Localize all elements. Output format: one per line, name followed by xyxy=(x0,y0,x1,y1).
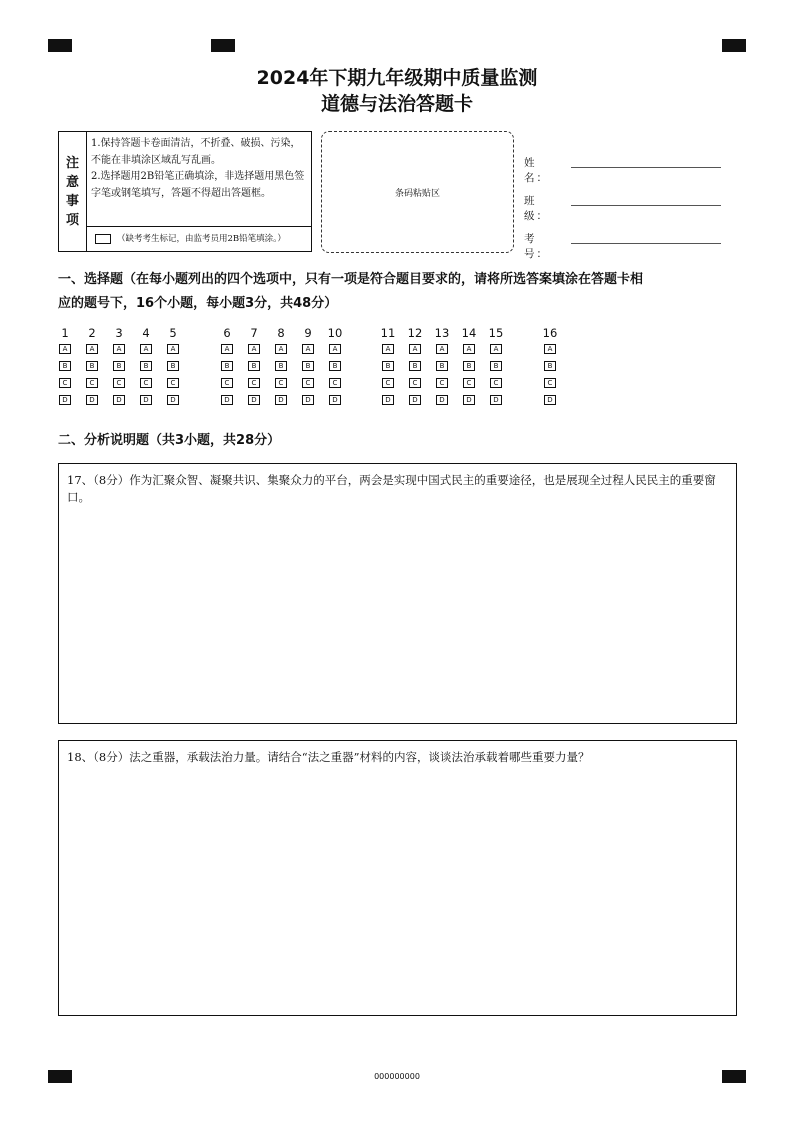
choice-number-3: 3 xyxy=(115,326,123,340)
choice-8-option-c[interactable]: C xyxy=(275,378,287,388)
choice-16-option-c[interactable]: C xyxy=(544,378,556,388)
choice-8-option-d[interactable]: D xyxy=(275,395,287,405)
choice-number-4: 4 xyxy=(142,326,150,340)
choice-16-option-a[interactable]: A xyxy=(544,344,556,354)
choice-11-option-b[interactable]: B xyxy=(382,361,394,371)
choice-13-option-b[interactable]: B xyxy=(436,361,448,371)
choice-number-1: 1 xyxy=(61,326,69,340)
question-18-text: 18、（8分）法之重器，承载法治力量。请结合“法之重器”材料的内容，谈谈法治承载着哪些重要力量？ xyxy=(67,750,590,764)
choice-3-option-d[interactable]: D xyxy=(113,395,125,405)
choice-14-option-d[interactable]: D xyxy=(463,395,475,405)
choice-6-option-b[interactable]: B xyxy=(221,361,233,371)
choice-9-option-c[interactable]: C xyxy=(302,378,314,388)
section2-heading: 二、分析说明题（共3小题，共28分） xyxy=(58,433,281,448)
name-line[interactable] xyxy=(571,167,721,168)
choice-3-option-b[interactable]: B xyxy=(113,361,125,371)
notice-box xyxy=(58,131,312,252)
absent-note: （缺考考生标记，由监考员用2B铅笔填涂。） xyxy=(117,234,286,244)
choice-5-option-a[interactable]: A xyxy=(167,344,179,354)
registration-mark-top-right xyxy=(722,39,746,52)
choice-13-option-a[interactable]: A xyxy=(436,344,448,354)
choice-12-option-b[interactable]: B xyxy=(409,361,421,371)
choice-7-option-d[interactable]: D xyxy=(248,395,260,405)
question-17-text: 17、（8分）作为汇聚众智、凝聚共识、集聚众力的平台，两会是实现中国式民主的重要途径，也是展现全过程人民民主的重要窗口。 xyxy=(67,473,716,504)
choice-5-option-b[interactable]: B xyxy=(167,361,179,371)
choice-number-15: 15 xyxy=(488,326,504,340)
answer-box-17[interactable] xyxy=(58,463,737,724)
choice-3-option-c[interactable]: C xyxy=(113,378,125,388)
choice-12-option-c[interactable]: C xyxy=(409,378,421,388)
choice-4-option-c[interactable]: C xyxy=(140,378,152,388)
choice-11-option-a[interactable]: A xyxy=(382,344,394,354)
choice-number-2: 2 xyxy=(88,326,96,340)
choice-number-16: 16 xyxy=(542,326,558,340)
choice-10-option-a[interactable]: A xyxy=(329,344,341,354)
choice-11-option-c[interactable]: C xyxy=(382,378,394,388)
choice-9-option-d[interactable]: D xyxy=(302,395,314,405)
choice-10-option-b[interactable]: B xyxy=(329,361,341,371)
choice-6-option-c[interactable]: C xyxy=(221,378,233,388)
choice-2-option-d[interactable]: D xyxy=(86,395,98,405)
section1-heading: 一、选择题（在每小题列出的四个选项中，只有一项是符合题目要求的，请将所选答案填涂在答题卡相 应的题号下，16个小题，每小题3分，共48分） xyxy=(58,272,644,311)
choice-14-option-b[interactable]: B xyxy=(463,361,475,371)
choice-2-option-b[interactable]: B xyxy=(86,361,98,371)
choice-10-option-c[interactable]: C xyxy=(329,378,341,388)
choice-number-7: 7 xyxy=(250,326,258,340)
choice-2-option-c[interactable]: C xyxy=(86,378,98,388)
choice-number-10: 10 xyxy=(327,326,343,340)
choice-8-option-a[interactable]: A xyxy=(275,344,287,354)
choice-12-option-a[interactable]: A xyxy=(409,344,421,354)
notice-heading: 注 意 事 项 xyxy=(59,132,87,251)
answer-box-18[interactable] xyxy=(58,740,737,1016)
choice-1-option-b[interactable]: B xyxy=(59,361,71,371)
choice-4-option-d[interactable]: D xyxy=(140,395,152,405)
choice-9-option-b[interactable]: B xyxy=(302,361,314,371)
choice-15-option-c[interactable]: C xyxy=(490,378,502,388)
barcode-label: 条码粘贴区 xyxy=(394,188,440,199)
name-label: 姓 名： xyxy=(524,157,549,184)
exam-number-label: 考 号： xyxy=(524,233,549,260)
choice-number-13: 13 xyxy=(434,326,450,340)
choice-number-12: 12 xyxy=(407,326,423,340)
absent-checkbox[interactable] xyxy=(95,234,111,244)
footer-code: 000000000 xyxy=(374,1072,420,1081)
choice-7-option-a[interactable]: A xyxy=(248,344,260,354)
registration-mark-top-center xyxy=(211,39,235,52)
choice-number-14: 14 xyxy=(461,326,477,340)
exam-number-field[interactable] xyxy=(524,231,570,260)
notice-items xyxy=(87,132,311,227)
choice-15-option-d[interactable]: D xyxy=(490,395,502,405)
choice-12-option-d[interactable]: D xyxy=(409,395,421,405)
name-field[interactable] xyxy=(524,155,570,184)
choice-10-option-d[interactable]: D xyxy=(329,395,341,405)
absent-mark-row xyxy=(87,227,311,251)
barcode-area xyxy=(321,131,514,253)
choice-16-option-b[interactable]: B xyxy=(544,361,556,371)
choice-number-5: 5 xyxy=(169,326,177,340)
exam-number-line[interactable] xyxy=(571,243,721,244)
page-subtitle: 道德与法治答题卡 xyxy=(320,93,473,115)
choice-15-option-a[interactable]: A xyxy=(490,344,502,354)
choice-number-8: 8 xyxy=(277,326,285,340)
class-field[interactable] xyxy=(524,193,570,222)
choice-6-option-d[interactable]: D xyxy=(221,395,233,405)
notice-item: 1.保持答题卡卷面清洁，不折叠、破损、污染，不能在非填涂区域乱写乱画。 xyxy=(91,138,301,166)
choice-2-option-a[interactable]: A xyxy=(86,344,98,354)
choice-14-option-a[interactable]: A xyxy=(463,344,475,354)
choice-5-option-d[interactable]: D xyxy=(167,395,179,405)
choice-8-option-b[interactable]: B xyxy=(275,361,287,371)
choice-11-option-d[interactable]: D xyxy=(382,395,394,405)
class-label: 班 级： xyxy=(524,195,549,222)
choice-number-9: 9 xyxy=(304,326,312,340)
choice-7-option-b[interactable]: B xyxy=(248,361,260,371)
choice-9-option-a[interactable]: A xyxy=(302,344,314,354)
choice-3-option-a[interactable]: A xyxy=(113,344,125,354)
class-line[interactable] xyxy=(571,205,721,206)
choice-7-option-c[interactable]: C xyxy=(248,378,260,388)
choice-16-option-d[interactable]: D xyxy=(544,395,556,405)
choice-6-option-a[interactable]: A xyxy=(221,344,233,354)
choice-13-option-c[interactable]: C xyxy=(436,378,448,388)
registration-mark-top-left xyxy=(48,39,72,52)
choice-15-option-b[interactable]: B xyxy=(490,361,502,371)
choice-13-option-d[interactable]: D xyxy=(436,395,448,405)
choice-5-option-c[interactable]: C xyxy=(167,378,179,388)
choice-4-option-a[interactable]: A xyxy=(140,344,152,354)
choice-4-option-b[interactable]: B xyxy=(140,361,152,371)
choice-number-6: 6 xyxy=(223,326,231,340)
choice-1-option-d[interactable]: D xyxy=(59,395,71,405)
notice-item: 2.选择题用2B铅笔正确填涂，非选择题用黑色签字笔或钢笔填写，答题不得超出答题框。 xyxy=(91,171,305,199)
choice-1-option-c[interactable]: C xyxy=(59,378,71,388)
choice-number-11: 11 xyxy=(380,326,396,340)
choice-1-option-a[interactable]: A xyxy=(59,344,71,354)
choice-14-option-c[interactable]: C xyxy=(463,378,475,388)
page-title: 2024年下期九年级期中质量监测 xyxy=(256,67,538,89)
